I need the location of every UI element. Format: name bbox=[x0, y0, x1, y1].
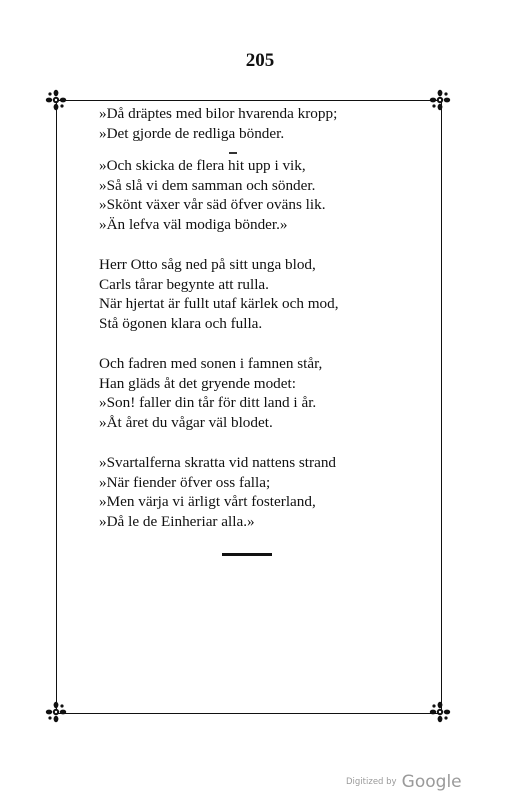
poem-line: »Men värja vi ärligt vårt fosterland, bbox=[99, 493, 316, 510]
poem-line: »Åt året du vågar väl blodet. bbox=[99, 413, 273, 431]
poem-body bbox=[99, 104, 429, 552]
poem-line: »Svartalferna skratta vid nattens strand bbox=[99, 454, 337, 471]
print-mark bbox=[229, 152, 237, 154]
floral-corner-icon bbox=[45, 89, 67, 111]
poem-line: »Son! faller din tår för ditt land i år. bbox=[99, 394, 317, 411]
watermark-brand: Google bbox=[401, 772, 462, 792]
stanza bbox=[99, 354, 429, 432]
poem-line: När hjertat är fullt utaf kärlek och mod, bbox=[99, 295, 339, 312]
poem-line: Och fadren med sonen i famnen står, bbox=[99, 355, 323, 372]
poem-line: Han gläds åt det gryende modet: bbox=[99, 374, 296, 392]
poem-line: »Så slå vi dem samman och sönder. bbox=[99, 176, 316, 194]
page-number: 205 bbox=[245, 50, 275, 71]
floral-corner-icon bbox=[45, 701, 67, 723]
poem-line: »Det gjorde de redliga bönder. bbox=[99, 124, 285, 142]
end-rule-divider bbox=[222, 553, 272, 556]
stanza bbox=[99, 255, 429, 333]
poem-line: »När fiender öfver oss falla; bbox=[99, 473, 271, 491]
poem-line: »Då dräptes med bilor hvarenda kropp; bbox=[99, 105, 338, 122]
stanza bbox=[99, 156, 429, 234]
stanza bbox=[99, 453, 429, 531]
digitized-watermark bbox=[346, 772, 462, 792]
stanza bbox=[99, 104, 429, 143]
poem-line: »Än lefva väl modiga bönder.» bbox=[99, 215, 288, 233]
poem-line: »Skönt växer vår säd öfver oväns lik. bbox=[99, 196, 326, 213]
watermark-prefix: Digitized by bbox=[346, 777, 397, 787]
poem-line: »Och skicka de flera hit upp i vik, bbox=[99, 157, 306, 174]
poem-line: »Då le de Einheriar alla.» bbox=[99, 512, 255, 530]
poem-line: Stå ögonen klara och fulla. bbox=[99, 314, 263, 332]
floral-corner-icon bbox=[429, 701, 451, 723]
poem-line: Carls tårar begynte att rulla. bbox=[99, 275, 269, 293]
floral-corner-icon bbox=[429, 89, 451, 111]
poem-line: Herr Otto såg ned på sitt unga blod, bbox=[99, 256, 316, 273]
